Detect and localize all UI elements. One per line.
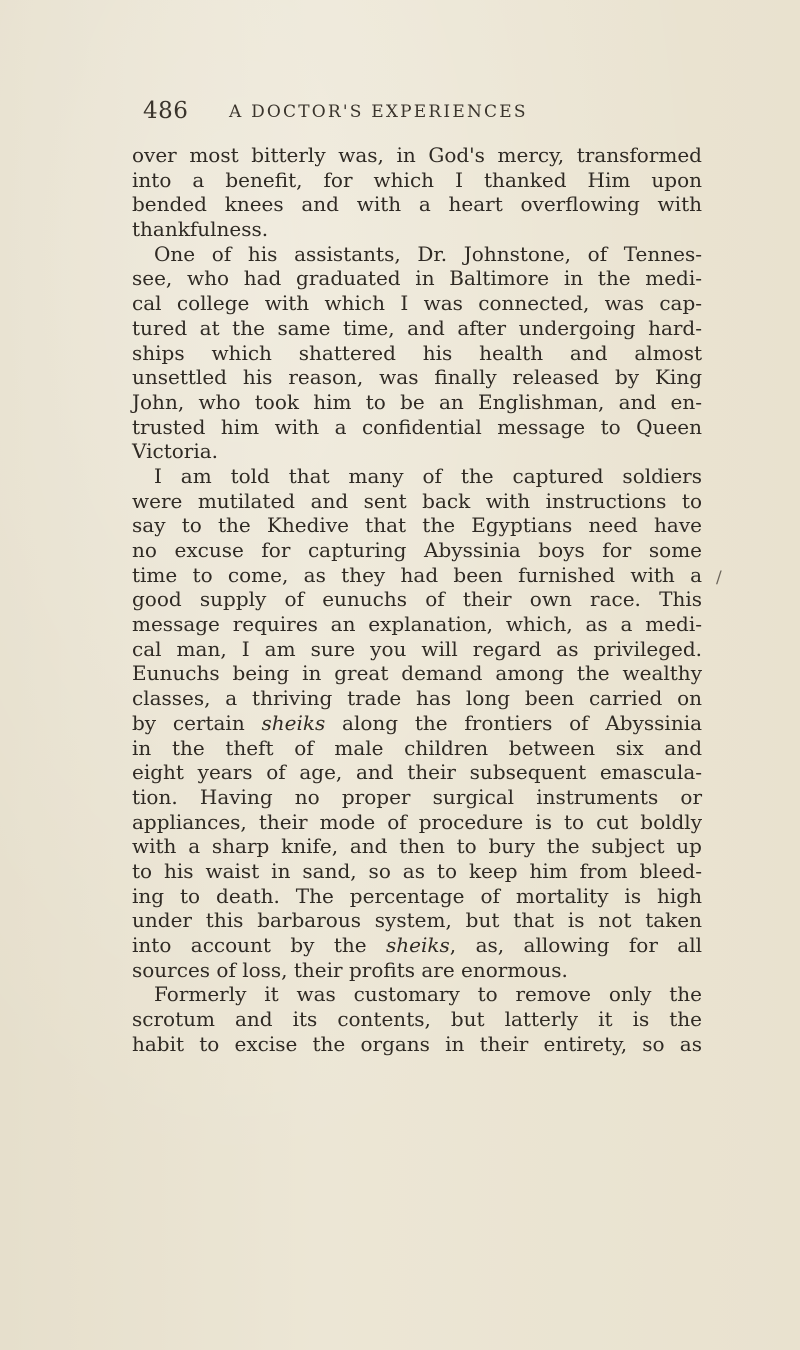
text-line-with-italic: [132, 933, 702, 958]
text-line: with a sharp knife, and then to bury the subject up: [132, 834, 702, 859]
text-line: classes, a thriving trade has long been carried on: [132, 686, 702, 711]
text-line: sources of loss, their profits are enormous.: [132, 957, 568, 982]
text-fragment: , as, allowing for all: [449, 933, 703, 957]
text-line: cal college with which I was connected, was cap-: [132, 291, 702, 316]
text-line: were mutilated and sent back with instructions to: [132, 488, 702, 513]
text-line: good supply of eunuchs of their own race. This: [132, 587, 702, 612]
text-line: scrotum and its contents, but latterly it is the: [132, 1007, 702, 1032]
text-line: over most bitterly was, in God's mercy, transformed: [132, 143, 702, 167]
page-header: [143, 98, 703, 138]
italic-word: sheiks: [261, 710, 326, 735]
text-line: message requires an explanation, which, as a medi-: [132, 612, 702, 637]
text-line: into a benefit, for which I thanked Him upon: [132, 167, 702, 192]
text-line: under this barbarous system, but that is not taken: [132, 908, 702, 933]
text-line: One of his assistants, Dr. Johnstone, of Tennes-: [154, 241, 702, 266]
text-line: I am told that many of the captured soldiers: [154, 463, 702, 488]
text-line: cal man, I am sure you will regard as privileged.: [132, 636, 702, 661]
text-line: in the theft of male children between six and: [132, 735, 702, 760]
text-line: time to come, as they had been furnished with a: [132, 562, 702, 587]
text-line-with-italic: [132, 711, 702, 736]
text-line: to his waist in sand, so as to keep him from bleed-: [132, 858, 702, 883]
text-line: Formerly it was customary to remove only the: [154, 982, 702, 1007]
text-line: Eunuchs being in great demand among the wealthy: [132, 661, 702, 686]
text-line: tion. Having no proper surgical instruments or: [132, 784, 702, 809]
text-line: ships which shattered his health and almost: [132, 340, 702, 365]
text-line: see, who had graduated in Baltimore in the medi-: [132, 266, 702, 291]
page-number: 486: [143, 98, 189, 124]
text-fragment: into account by the: [132, 933, 367, 957]
text-line: say to the Khedive that the Egyptians need have: [132, 513, 702, 538]
text-line: appliances, their mode of procedure is to cut boldly: [132, 809, 702, 834]
text-line: eight years of age, and their subsequent emascula-: [132, 760, 702, 785]
italic-word: sheiks: [386, 933, 450, 957]
text-line: unsettled his reason, was finally released by King: [132, 365, 702, 390]
text-line: tured at the same time, and after undergoing hard-: [132, 315, 702, 340]
text-fragment: along the frontiers of Abyssinia: [342, 710, 703, 735]
text-line: habit to excise the organs in their entirety, so as: [132, 1031, 702, 1056]
text-fragment: by certain: [132, 710, 245, 735]
running-head: A DOCTOR'S EXPERIENCES: [229, 102, 528, 122]
text-line: John, who took him to be an Englishman, and en-: [132, 389, 702, 414]
body-text: [132, 143, 702, 1056]
text-line: ing to death. The percentage of mortality is high: [132, 883, 702, 908]
text-line: trusted him with a confidential message to Queen: [132, 414, 702, 439]
text-line: thankfulness.: [132, 217, 269, 242]
text-line: no excuse for capturing Abyssinia boys for some: [132, 538, 702, 562]
text-line: bended knees and with a heart overflowing with: [132, 192, 702, 217]
text-line: Victoria.: [132, 439, 219, 464]
margin-mark: /: [716, 568, 722, 588]
